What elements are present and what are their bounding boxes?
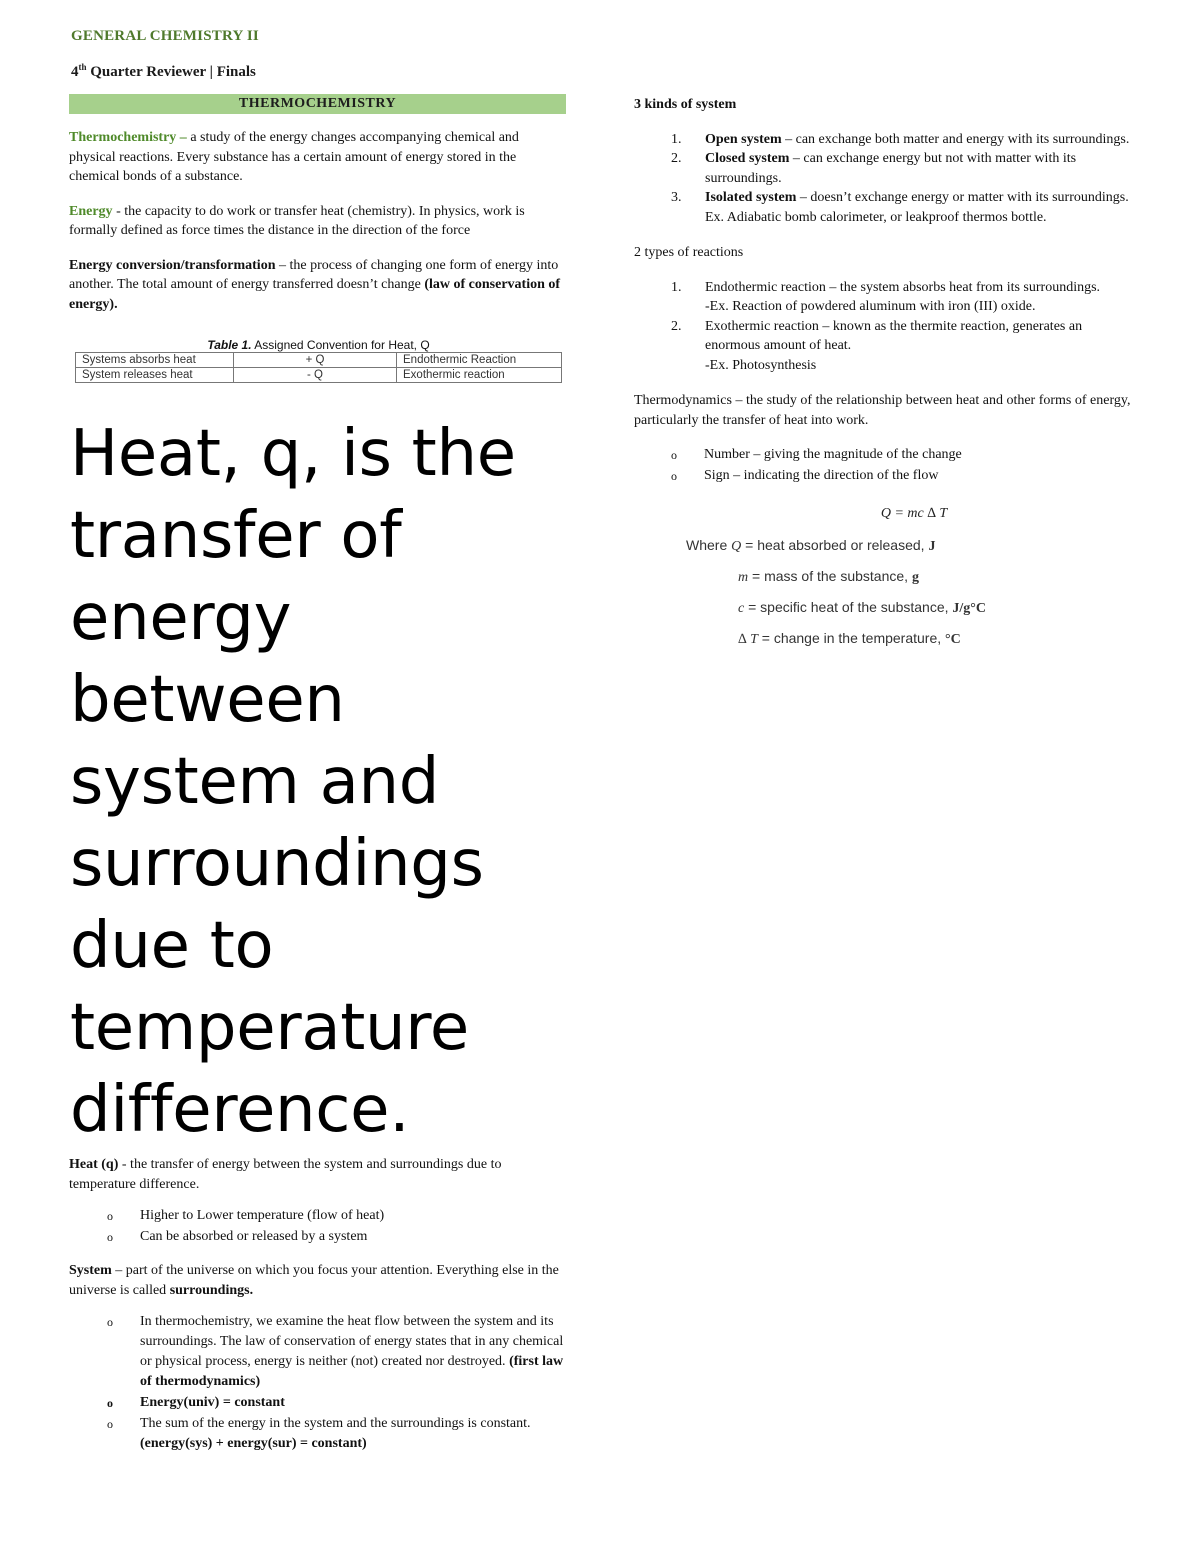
reactions-list: [671, 278, 1134, 376]
kinds-of-system-list: [671, 130, 1134, 228]
thermodynamics-definition: Thermodynamics – the study of the relationship between heat and other forms of energy, particularly the transfer of heat into work.: [634, 393, 1131, 428]
table-row: [76, 353, 562, 368]
table-caption: Table 1. Assigned Convention for Heat, Q: [207, 338, 430, 352]
list-item: 2. Exothermic reaction – known as the thermite reaction, generates an enormous amount of heat. -Ex. Photosynthesis: [671, 318, 1083, 373]
table-cell: System releases heat: [76, 368, 234, 383]
legend-row: ∆ T = change in the temperature, °C: [738, 629, 961, 647]
table-cell: + Q: [234, 353, 397, 368]
list-item: 1. Open system – can exchange both matter and energy with its surroundings.: [671, 131, 1130, 147]
list-item: o Sign – indicating the direction of the flow: [671, 468, 939, 483]
list-item: o The sum of the energy in the system and the surroundings is constant. (energy(sys) + energy(sur) = constant): [107, 1416, 531, 1451]
section-banner: THERMOCHEMISTRY: [69, 94, 566, 114]
table-cell: Exothermic reaction: [397, 368, 562, 383]
left-column: [69, 94, 566, 1455]
kinds-of-system-heading: 3 kinds of system: [634, 97, 737, 112]
energy-definition: Energy - the capacity to do work or transfer heat (chemistry). In physics, work is formally defined as force times the distance in the direction of the force: [69, 203, 525, 238]
table-cell: - Q: [234, 368, 397, 383]
table-cell: Systems absorbs heat: [76, 353, 234, 368]
heat-definition: Heat (q) - the transfer of energy between the system and surroundings due to temperature difference.: [69, 1157, 502, 1192]
list-item: o Can be absorbed or released by a system: [107, 1229, 368, 1244]
reactions-heading: 2 types of reactions: [634, 245, 744, 260]
right-column: [634, 94, 1134, 654]
list-item: 1. Endothermic reaction – the system absorbs heat from its surroundings. -Ex. Reaction of powdered aluminum with iron (III) oxide.: [671, 279, 1101, 314]
list-item: 3. Isolated system – doesn’t exchange energy or matter with its surroundings. Ex. Adiabatic bomb calorimeter, or leakproof thermos bottle.: [671, 190, 1129, 225]
legend-row: Where Q = heat absorbed or released, J: [686, 536, 936, 554]
reviewer-subtitle: 4th Quarter Reviewer | Finals: [71, 62, 256, 80]
heat-formula: Q = mc ∆ T: [880, 506, 948, 521]
heat-bullet-list: [107, 1206, 566, 1247]
legend-row: m = mass of the substance, g: [738, 567, 919, 585]
thermochemistry-definition: Thermochemistry – a study of the energy changes accompanying chemical and physical reactions. Every substance has a certain amount of energy stored in the chemical bonds of a substance.: [69, 130, 519, 184]
list-item: o Higher to Lower temperature (flow of heat): [107, 1208, 385, 1223]
legend-row: c = specific heat of the substance, J/g°C: [738, 598, 987, 616]
list-item: 2. Closed system – can exchange energy but not with matter with its surroundings.: [671, 151, 1077, 186]
list-item: o Number – giving the magnitude of the change: [671, 447, 962, 462]
table-cell: Endothermic Reaction: [397, 353, 562, 368]
course-title: GENERAL CHEMISTRY II: [71, 28, 259, 44]
list-item: o Energy(univ) = constant: [107, 1395, 285, 1410]
heat-convention-table: [75, 338, 562, 383]
heat-large-statement: Heat, q, is the transfer of energy between system and surroundings due to temperature difference.: [70, 417, 516, 1147]
formula-legend: [634, 530, 1134, 654]
list-item: o In thermochemistry, we examine the heat flow between the system and its surroundings. The law of conservation of energy states that in any chemical or physical process, energy is neither (not) created nor destroyed. (first law of thermodynamics): [107, 1314, 564, 1389]
table-row: [76, 368, 562, 383]
flow-bullet-list: [671, 445, 1134, 486]
system-definition: System – part of the universe on which you focus your attention. Everything else in the universe is called surroundings.: [69, 1263, 559, 1298]
energy-conversion-definition: Energy conversion/transformation – the process of changing one form of energy into another. The total amount of energy transferred doesn’t change (law of conservation of energy).: [69, 257, 561, 312]
system-bullet-list: [107, 1312, 566, 1454]
